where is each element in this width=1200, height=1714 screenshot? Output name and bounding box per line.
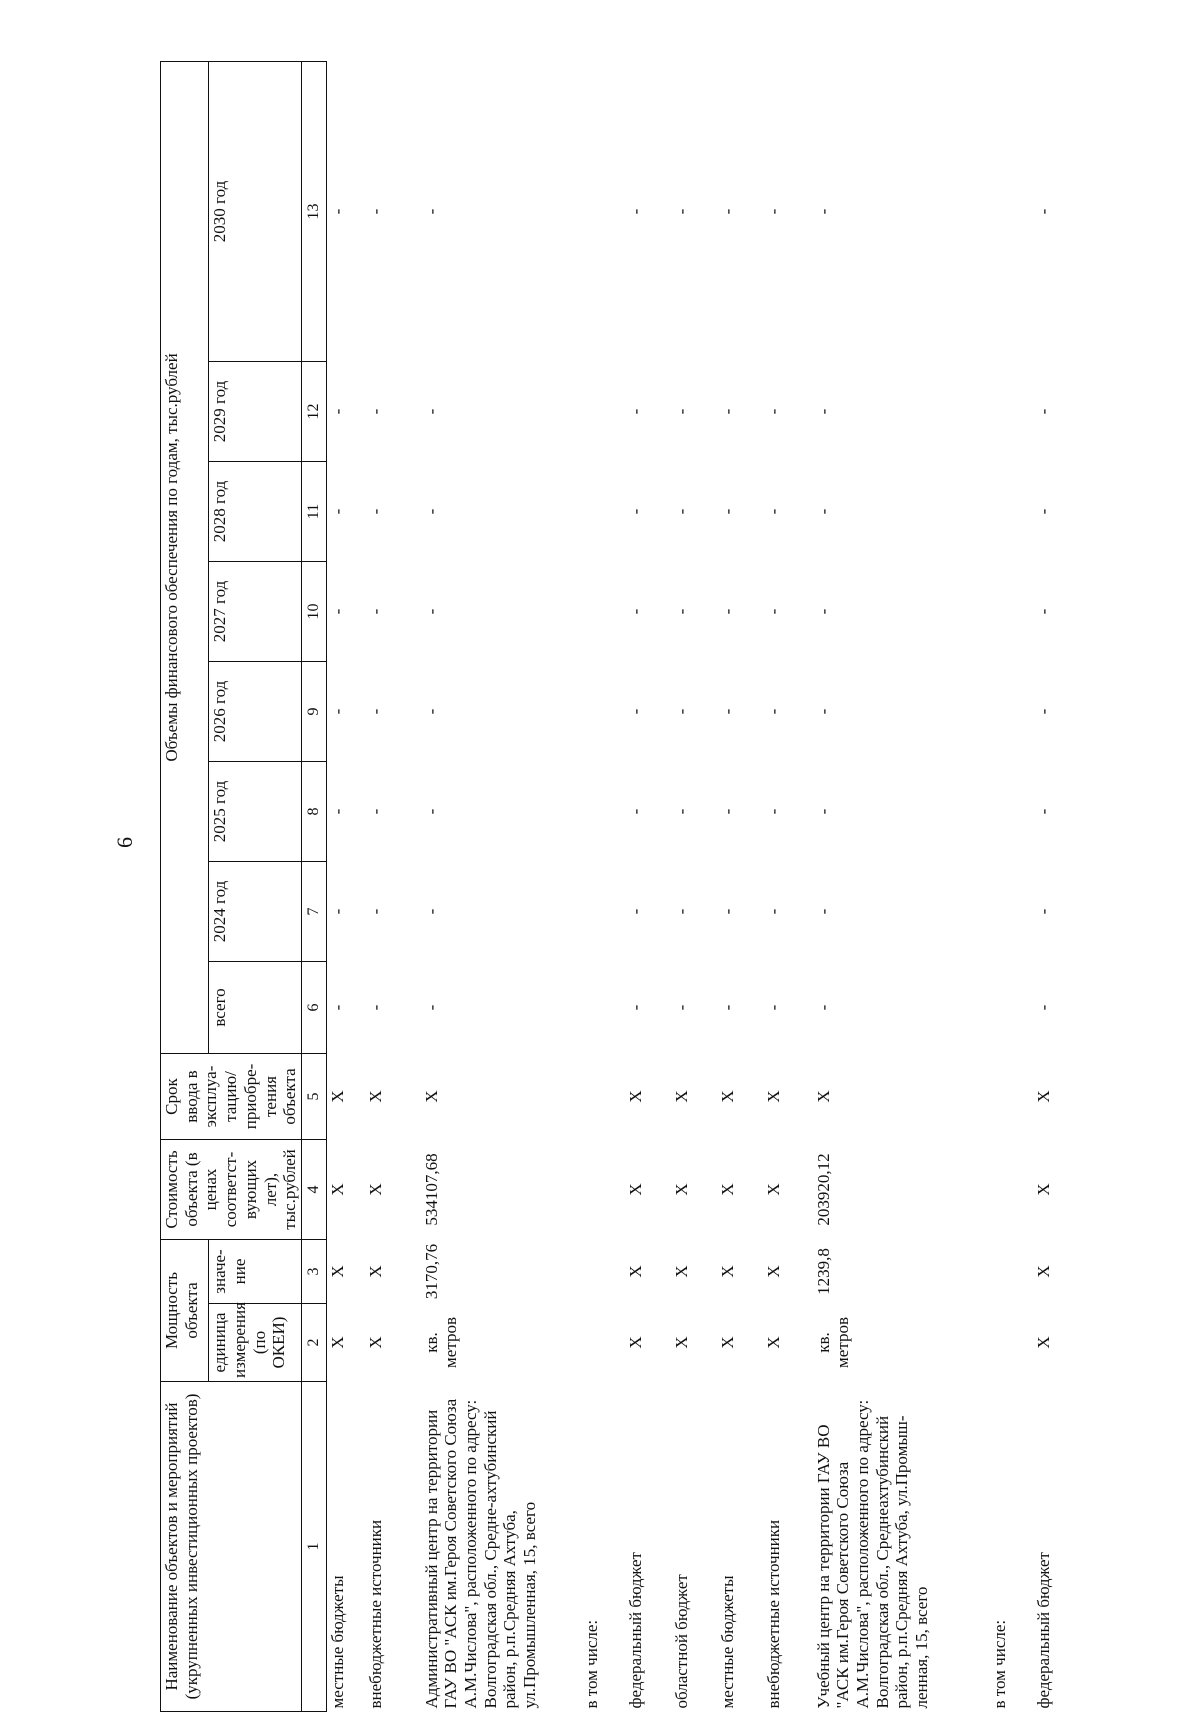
row-year-value: -: [763, 408, 783, 415]
row-term: Х: [671, 1090, 691, 1103]
row-value: 3170,76: [421, 1243, 441, 1300]
row-year-value: -: [813, 808, 833, 815]
row-year-value: -: [763, 608, 783, 615]
row-name: областной бюджет: [671, 1574, 691, 1709]
row-year-value: -: [813, 708, 833, 715]
row-year-value: -: [671, 508, 691, 515]
row-year-value: -: [365, 208, 385, 215]
row-name: Административный центр на территории ГАУ ВО "АСК им.Героя Советского Союза А.М.Числова", расположенного по адресу: Волгоградская обл., Средне-ахтубинский район, р.п.Средняя Ахтуба, ул.Промышленная, 15, всего: [421, 1398, 540, 1709]
row-name: внебюджетные источники: [763, 1519, 783, 1709]
row-year-value: -: [328, 808, 348, 815]
row-unit: Х: [671, 1336, 691, 1349]
row-unit: Х: [717, 1336, 737, 1349]
row-year-value: -: [813, 408, 833, 415]
row-value: Х: [763, 1265, 783, 1278]
row-total: -: [763, 1004, 783, 1011]
row-year-value: [989, 662, 1033, 762]
row-year-value: -: [625, 708, 645, 715]
row-total: -: [813, 1004, 833, 1011]
table-row: [717, 61, 763, 1711]
row-year-value: [581, 562, 625, 662]
table-row: [421, 61, 581, 1711]
row-unit: Х: [625, 1336, 645, 1349]
row-name: федеральный бюджет: [625, 1552, 645, 1709]
row-value: 1239,8: [813, 1248, 833, 1295]
row-year-value: -: [717, 208, 737, 215]
column-number: 7: [302, 862, 327, 962]
row-value: [581, 1240, 625, 1304]
row-year-value: [989, 462, 1033, 562]
row-term: Х: [813, 1090, 833, 1103]
row-year-value: -: [1033, 508, 1053, 515]
row-year-value: -: [763, 908, 783, 915]
row-cost: Х: [717, 1183, 737, 1196]
row-year-value: -: [365, 408, 385, 415]
row-year-value: -: [421, 408, 441, 415]
row-year-value: [581, 362, 625, 462]
row-name: внебюджетные источники: [365, 1519, 385, 1709]
row-term: Х: [717, 1090, 737, 1103]
investment-table: [160, 61, 1081, 1712]
row-year-value: [581, 462, 625, 562]
row-name: местные бюджеты: [328, 1575, 348, 1709]
row-unit: Х: [328, 1336, 348, 1349]
column-number: 12: [302, 362, 327, 462]
header-year: 2026 год: [209, 662, 302, 762]
row-unit: Х: [763, 1336, 783, 1349]
row-value: Х: [365, 1265, 385, 1278]
row-name: Учебный центр на территории ГАУ ВО "АСК им.Героя Советского Союза А.М.Числова", расположенного по адресу: Волгоградская обл., Среднеахтубинский район, р.п.Средняя Ахтуба, ул.Промыш-ленная, 15, всего: [813, 1399, 932, 1709]
row-unit: Х: [1033, 1336, 1053, 1349]
row-cost: Х: [763, 1183, 783, 1196]
row-year-value: -: [365, 808, 385, 815]
header-year: 2025 год: [209, 762, 302, 862]
row-year-value: -: [625, 908, 645, 915]
column-number: 5: [302, 1054, 327, 1140]
row-unit: Х: [365, 1336, 385, 1349]
header-capacity-group: Мощность объекта: [161, 1240, 209, 1382]
row-year-value: [581, 61, 625, 361]
table-row: [671, 61, 717, 1711]
header-cost: Стоимость объекта (в ценах соответст-вующих лет), тыс.рублей: [161, 1140, 302, 1240]
row-term: Х: [421, 1090, 441, 1103]
row-name: в том числе:: [989, 1619, 1009, 1709]
row-total: [581, 962, 625, 1054]
row-name: местные бюджеты: [717, 1575, 737, 1709]
row-term: Х: [763, 1090, 783, 1103]
row-year-value: [581, 862, 625, 962]
row-cost: [989, 1140, 1033, 1240]
table-row: [763, 61, 813, 1711]
header-year: 2028 год: [209, 462, 302, 562]
row-year-value: -: [421, 708, 441, 715]
row-value: Х: [625, 1265, 645, 1278]
row-value: Х: [1033, 1265, 1053, 1278]
column-number: 9: [302, 662, 327, 762]
table-row: [1033, 61, 1081, 1711]
row-year-value: -: [671, 808, 691, 815]
row-cost: Х: [328, 1183, 348, 1196]
row-year-value: -: [421, 808, 441, 815]
row-year-value: -: [717, 408, 737, 415]
row-cost: [581, 1140, 625, 1240]
row-year-value: -: [625, 208, 645, 215]
row-unit: [989, 1304, 1033, 1382]
header-total: всего: [209, 962, 302, 1054]
row-value: Х: [717, 1265, 737, 1278]
row-year-value: -: [717, 508, 737, 515]
row-year-value: -: [1033, 908, 1053, 915]
header-funding-group: Объемы финансового обеспечения по годам, тыс.рублей: [161, 61, 209, 1053]
row-year-value: [989, 562, 1033, 662]
row-total: -: [365, 1004, 385, 1011]
row-year-value: -: [365, 508, 385, 515]
row-year-value: -: [1033, 608, 1053, 615]
column-number: 13: [302, 61, 327, 361]
row-cost: 534107,68: [421, 1153, 441, 1226]
row-total: -: [1033, 1004, 1053, 1011]
row-year-value: -: [365, 608, 385, 615]
row-name: федеральный бюджет: [1033, 1552, 1053, 1709]
row-year-value: [581, 662, 625, 762]
row-year-value: -: [763, 508, 783, 515]
row-year-value: -: [671, 608, 691, 615]
row-year-value: -: [328, 608, 348, 615]
row-term: [989, 1054, 1033, 1140]
table-row: [581, 61, 625, 1711]
row-name: в том числе:: [581, 1619, 601, 1709]
row-year-value: -: [625, 508, 645, 515]
row-value: Х: [671, 1265, 691, 1278]
row-year-value: [989, 762, 1033, 862]
header-year: 2027 год: [209, 562, 302, 662]
row-year-value: -: [421, 508, 441, 515]
row-term: Х: [1033, 1090, 1053, 1103]
row-value: Х: [328, 1265, 348, 1278]
row-year-value: -: [671, 408, 691, 415]
row-year-value: -: [717, 908, 737, 915]
row-term: Х: [625, 1090, 645, 1103]
row-cost: Х: [1033, 1183, 1053, 1196]
row-cost: Х: [365, 1183, 385, 1196]
column-number: 3: [302, 1240, 327, 1304]
row-term: Х: [328, 1090, 348, 1103]
header-object-name: Наименование объектов и мероприятий (укрупненных инвестиционных проектов): [161, 1382, 302, 1712]
row-year-value: -: [813, 908, 833, 915]
row-year-value: -: [328, 908, 348, 915]
table-header: [161, 61, 327, 1711]
row-year-value: -: [1033, 208, 1053, 215]
row-year-value: -: [328, 208, 348, 215]
table-row: [813, 61, 989, 1711]
row-value: [989, 1240, 1033, 1304]
row-total: -: [328, 1004, 348, 1011]
row-year-value: -: [763, 808, 783, 815]
row-year-value: -: [813, 508, 833, 515]
row-year-value: [989, 61, 1033, 361]
row-year-value: -: [671, 908, 691, 915]
row-year-value: -: [1033, 708, 1053, 715]
row-year-value: -: [421, 908, 441, 915]
row-cost: Х: [625, 1183, 645, 1196]
row-unit: кв. метров: [813, 1317, 853, 1368]
header-unit: единица измерения (по ОКЕИ): [209, 1304, 302, 1382]
row-year-value: -: [625, 608, 645, 615]
row-unit: [581, 1304, 625, 1382]
row-year-value: -: [328, 708, 348, 715]
column-number: 1: [302, 1382, 327, 1712]
row-year-value: -: [1033, 808, 1053, 815]
row-year-value: -: [625, 808, 645, 815]
row-year-value: [989, 862, 1033, 962]
header-value: значе-ние: [209, 1240, 302, 1304]
row-term: [581, 1054, 625, 1140]
row-total: -: [625, 1004, 645, 1011]
row-year-value: -: [625, 408, 645, 415]
row-cost: 203920,12: [813, 1153, 833, 1226]
row-year-value: [581, 762, 625, 862]
table-row: [989, 61, 1033, 1711]
column-number-row: [302, 61, 327, 1711]
row-total: -: [717, 1004, 737, 1011]
column-number: 11: [302, 462, 327, 562]
page-number: 6: [112, 837, 137, 848]
row-year-value: -: [671, 208, 691, 215]
header-year: 2029 год: [209, 362, 302, 462]
row-total: -: [421, 1004, 441, 1011]
row-year-value: -: [763, 708, 783, 715]
row-year-value: -: [421, 208, 441, 215]
column-number: 4: [302, 1140, 327, 1240]
table-row: [327, 61, 365, 1711]
row-year-value: -: [328, 408, 348, 415]
row-year-value: -: [763, 208, 783, 215]
table-body: [327, 61, 1081, 1711]
table-row: [365, 61, 421, 1711]
row-year-value: -: [328, 508, 348, 515]
row-total: [989, 962, 1033, 1054]
column-number: 2: [302, 1304, 327, 1382]
row-year-value: -: [717, 708, 737, 715]
row-year-value: -: [421, 608, 441, 615]
row-year-value: -: [813, 608, 833, 615]
row-year-value: -: [365, 908, 385, 915]
row-year-value: -: [1033, 408, 1053, 415]
header-term: Срок ввода в эксплуа-тацию/ приобре-тения объекта: [161, 1054, 302, 1140]
row-year-value: -: [717, 808, 737, 815]
header-year: 2024 год: [209, 862, 302, 962]
row-year-value: -: [717, 608, 737, 615]
row-year-value: -: [671, 708, 691, 715]
header-year: 2030 год: [209, 61, 302, 361]
row-year-value: -: [813, 208, 833, 215]
table-row: [625, 61, 671, 1711]
row-total: -: [671, 1004, 691, 1011]
row-year-value: [989, 362, 1033, 462]
row-year-value: -: [365, 708, 385, 715]
rotated-table-container: [160, 62, 1170, 1712]
row-unit: кв. метров: [421, 1317, 461, 1368]
column-number: 10: [302, 562, 327, 662]
column-number: 6: [302, 962, 327, 1054]
row-term: Х: [365, 1090, 385, 1103]
row-cost: Х: [671, 1183, 691, 1196]
column-number: 8: [302, 762, 327, 862]
